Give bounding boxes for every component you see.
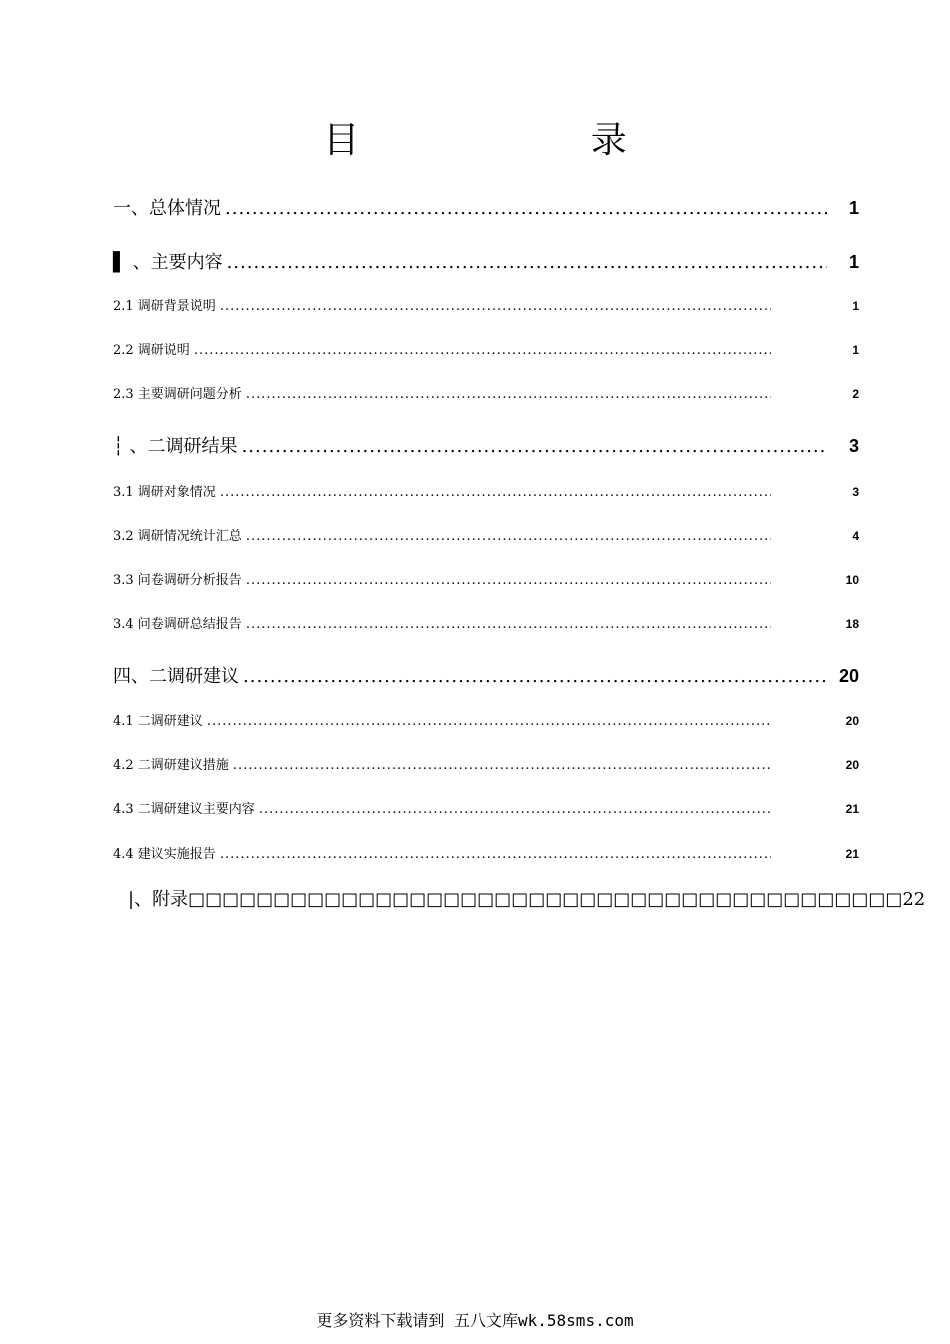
toc-entry-page: 18 bbox=[845, 617, 859, 631]
toc-entry-label: ▌ 、主要内容 bbox=[113, 252, 223, 273]
toc-entry-appendix[interactable]: |、附录□□□□□□□□□□□□□□□□□□□□□□□□□□□□□□□□□□□□□□□□□□22 bbox=[128, 889, 926, 910]
toc-entry-label: 2.3 主要调研问题分析 bbox=[113, 387, 242, 402]
toc-entry-page: 1 bbox=[848, 252, 859, 272]
toc-leader bbox=[233, 758, 771, 773]
toc-leader bbox=[207, 714, 771, 729]
toc-leader bbox=[242, 436, 827, 457]
toc-entry-page: 1 bbox=[852, 299, 859, 313]
toc-entry[interactable] bbox=[113, 613, 859, 632]
toc-leader bbox=[246, 573, 771, 588]
toc-entry-label: 3.2 调研情况统计汇总 bbox=[113, 529, 242, 544]
toc-entry-page: 21 bbox=[845, 847, 859, 861]
toc-entry-page: 2 bbox=[852, 387, 859, 401]
toc-leader bbox=[220, 847, 771, 862]
toc-entry[interactable] bbox=[113, 843, 859, 862]
toc-entry-label: ┆ 、二调研结果 bbox=[113, 436, 238, 457]
toc-entry-label: 3.3 问卷调研分析报告 bbox=[113, 573, 242, 588]
toc-entry-page: 3 bbox=[848, 436, 859, 456]
toc-leader bbox=[220, 299, 771, 314]
toc-entry-label: 4.3 二调研建议主要内容 bbox=[113, 802, 255, 817]
toc-entry-label: 4.4 建议实施报告 bbox=[113, 847, 216, 862]
toc-entry-page: 20 bbox=[845, 714, 859, 728]
toc-leader bbox=[194, 343, 771, 358]
footer-text: 更多资料下载请到 五八文库wk.58sms.com bbox=[316, 1311, 634, 1330]
toc-leader bbox=[220, 485, 771, 500]
toc-entry[interactable] bbox=[113, 295, 859, 314]
toc-entry-label: 四、二调研建议 bbox=[113, 666, 239, 687]
toc-leader bbox=[246, 387, 771, 402]
toc-entry-label: 一、总体情况 bbox=[113, 198, 221, 219]
toc-leader bbox=[227, 252, 827, 273]
toc-entry-page: 4 bbox=[852, 529, 859, 543]
toc-entry[interactable] bbox=[113, 194, 859, 220]
toc-leader bbox=[243, 666, 827, 687]
toc-entry[interactable] bbox=[113, 432, 859, 458]
toc-entry-page: 1 bbox=[848, 198, 859, 218]
page-title: 目 录 bbox=[323, 120, 737, 161]
toc-entry[interactable] bbox=[113, 754, 859, 773]
toc-entry[interactable] bbox=[113, 569, 859, 588]
toc-entry[interactable] bbox=[113, 798, 859, 817]
toc-entry[interactable] bbox=[113, 525, 859, 544]
toc-entry-label: 2.1 调研背景说明 bbox=[113, 299, 216, 314]
toc-entry[interactable] bbox=[113, 481, 859, 500]
toc-entry-page: 20 bbox=[838, 666, 859, 686]
toc-entry-label: 4.1 二调研建议 bbox=[113, 714, 203, 729]
toc-entry-label: 3.4 问卷调研总结报告 bbox=[113, 617, 242, 632]
toc-entry[interactable] bbox=[113, 248, 859, 274]
toc-leader bbox=[246, 529, 771, 544]
toc-entry-page: 20 bbox=[845, 758, 859, 772]
toc-leader bbox=[246, 617, 771, 632]
toc-entry[interactable] bbox=[113, 710, 859, 729]
toc-leader bbox=[259, 802, 771, 817]
toc-entry-page: 1 bbox=[852, 343, 859, 357]
toc-entry[interactable] bbox=[113, 383, 859, 402]
toc-entry[interactable] bbox=[113, 662, 859, 688]
toc-entry-page: 10 bbox=[845, 573, 859, 587]
toc-entry-label: 3.1 调研对象情况 bbox=[113, 485, 216, 500]
toc-entry-page: 21 bbox=[845, 802, 859, 816]
toc-entry-label: 4.2 二调研建议措施 bbox=[113, 758, 229, 773]
toc-entry[interactable] bbox=[113, 339, 859, 358]
toc-entry-label: 2.2 调研说明 bbox=[113, 343, 190, 358]
toc-leader bbox=[225, 198, 827, 219]
toc-entry-page: 3 bbox=[852, 485, 859, 499]
